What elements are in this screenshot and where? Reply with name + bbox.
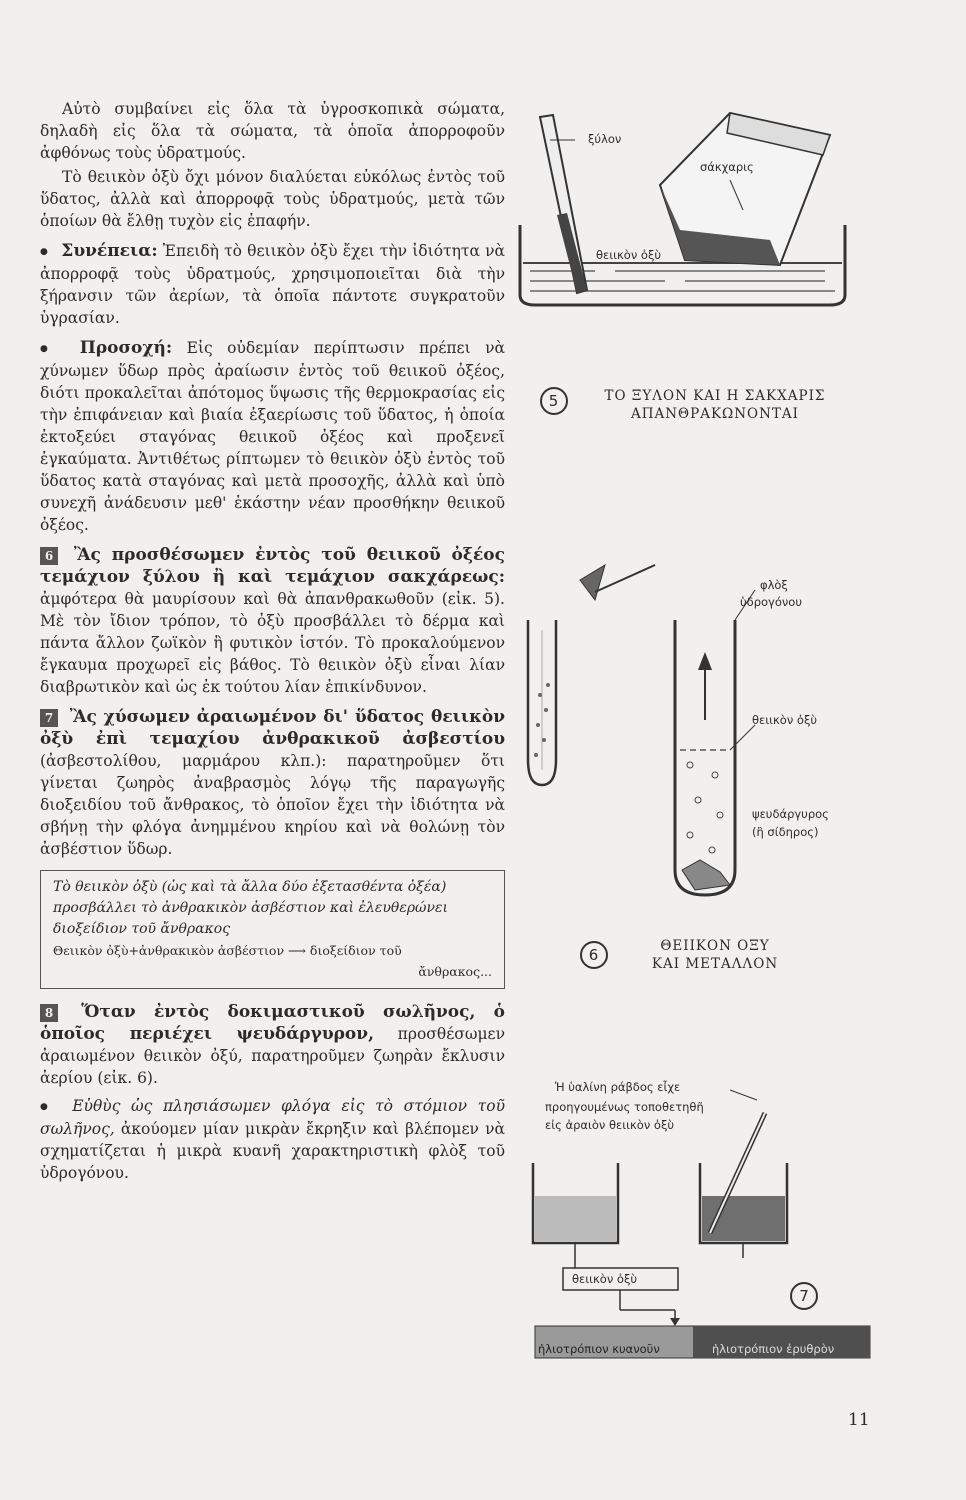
section-7-heading: Ἂς χύσωμεν ἀραιωμένον δι' ὕδατος θειικὸν ὀξὺ ἐπὶ τεμαχίου ἀνθρακικοῦ ἀσβεστίου (40, 707, 506, 749)
flame-text: ἀκούομεν μίαν μικρὰν ἔκρηξιν καὶ βλέπομεν νὰ σχηματίζεται ἡ μικρὰ κυανῆ χαρακτηριστικὴ φλὸξ τοῦ ὑδρογόνου. (40, 1120, 505, 1182)
caution-text: Εἰς οὐδεμίαν περίπτωσιν πρέπει νὰ χύνωμεν ὕδωρ πρὸς ἀραίωσιν ἐντὸς τοῦ θειικοῦ ὀξέος, διότι προκαλεῖται ἀπότομος ὕψωσις τῆς θερμοκρασίας εἰς τὴν ἐπιφάνειαν καὶ βιαία ἐξαερίωσις τοῦ ὕδατος, ἡ ὁποία ἐκτοξεύει σταγόνας θειικοῦ ὀξέος καὶ προξενεῖ ἐγκαύματα. Ἀντιθέτως ρίπτωμεν τὸ θειικὸν ὀξὺ ἐντὸς τοῦ ὕδατος κατὰ σταγόνας καὶ μετὰ προσοχῆς, ἀλλὰ καὶ ὑπὸ συνεχῆ ἀνάδευσιν μεθ' ἑκάστην νέαν προσθήκην θειικοῦ ὀξέος. (40, 339, 505, 534)
litmus-blue-label: ἡλιοτρόπιον κυανοῦν (538, 1342, 660, 1356)
paragraph-hygroscopic: Αὐτὸ συμβαίνει εἰς ὅλα τὰ ὑγροσκοπικὰ σώματα, δηλαδὴ εἰς ὅλα τὰ σώματα, τὰ ὁποῖα ἀπορροφοῦν ἀφθόνως τοὺς ὑδρατμούς. (40, 100, 505, 162)
litmus-red-label: ἡλιοτρόπιον ἐρυθρὸν (712, 1342, 835, 1356)
summary-equation-end: ἄνθρακος... (418, 964, 492, 979)
section-7 (40, 706, 505, 860)
figure-7-number: 7 (790, 1282, 818, 1310)
section-7-number: 7 (40, 709, 58, 727)
section-8-heading: Ὅταν ἐντὸς δοκιμαστικοῦ σωλῆνος, ὁ ὁποῖος περιέχει ψευδάργυρον, (40, 1002, 505, 1044)
figure-5-caption (540, 387, 860, 423)
figure-5-number: 5 (540, 387, 568, 415)
paragraph-flame (40, 1095, 505, 1184)
consequence-heading: Συνέπεια: (61, 241, 158, 261)
section-6-number: 6 (40, 547, 58, 565)
label-flame-2: ὑδρογόνου (740, 595, 802, 609)
caution-heading: Προσοχή: (79, 338, 173, 358)
figure-6-caption (580, 937, 810, 973)
consequence-text: Ἐπειδὴ τὸ θειικὸν ὀξὺ ἔχει τὴν ἰδιότητα νὰ ἀπορροφᾷ τοὺς ὑδρατμούς, χρησιμοποιεῖται διὰ τὴν ξήρανσιν τῶν ἀερίων, τὰ ὁποῖα πάντοτε συγκρατοῦν ὑγρασίαν. (40, 242, 506, 327)
label-zinc-2: (ἢ σίδηρος) (752, 825, 819, 839)
figure-7-drawing (525, 1078, 875, 1368)
fig7-note-3: εἰς ἀραιὸν θειικὸν ὀξὺ (545, 1118, 675, 1132)
paragraph-consequence (40, 240, 505, 329)
figure-5-caption-line2: ΑΠΑΝΘΡΑΚΩΝΟΝΤΑΙ (630, 406, 800, 422)
summary-equation: Θειικὸν ὀξὺ+ἀνθρακικὸν ἀσβέστιον ⟶ διοξείδιον τοῦ (53, 943, 402, 958)
label-zinc-1: ψευδάργυρος (752, 807, 829, 821)
fig7-note-1: Ἡ ὑαλίνη ράβδος εἶχε (555, 1080, 681, 1094)
section-7-text: (ἀσβεστολίθου, μαρμάρου κλπ.): παρατηροῦμεν ὅτι γίνεται ζωηρὸς ἀναβρασμὸς λόγῳ τῆς παραγωγῆς διοξειδίου τοῦ ἄνθρακος, τὸ ὁποῖον ἔχει τὴν ἰδιότητα νὰ σβήνῃ τὴν φλόγα ἀνημμένου κηρίου καὶ νὰ θολώνῃ τὸν ἀσβέστιον ὕδωρ. (40, 752, 505, 858)
paragraph-caution (40, 337, 505, 536)
text-column (40, 98, 505, 1186)
summary-text: Τὸ θειικὸν ὀξὺ (ὡς καὶ τὰ ἄλλα δύο ἐξετασθέντα ὀξέα) προσβάλλει τὸ ἀνθρακικὸν ἀσβέστιον καὶ ἐλευθερώνει διοξείδιον τοῦ ἄνθρακος (53, 879, 448, 937)
section-8-number: 8 (40, 1004, 58, 1022)
label-flame-1: φλὸξ (760, 578, 788, 592)
page-number: 11 (848, 1410, 870, 1430)
section-6-heading: Ἂς προσθέσωμεν ἐντὸς τοῦ θειικοῦ ὀξέος τεμάχιον ξύλου ἢ καὶ τεμάχιον σακχάρεως: (40, 545, 505, 587)
section-6-text: ἀμφότερα θὰ μαυρίσουν καὶ θὰ ἀπανθρακωθοῦν (εἰκ. 5). Μὲ τὸν ἴδιον τρόπον, τὸ ὀξὺ προσβάλλει τὸ δέρμα καὶ πάντα ἄλλον ζωϊκὸν ἢ φυτικὸν ἱστόν. Τὸ προκαλούμενον ἔγκαυμα προχωρεῖ εἰς βάθος. Τὸ θειικὸν ὀξὺ εἶναι λίαν διαβρωτικὸν καὶ ὡς ἐκ τούτου λίαν ἐπικίνδυνον. (40, 590, 505, 696)
section-6 (40, 544, 505, 698)
summary-box (40, 870, 505, 989)
section-8-text: προσθέσωμεν ἀραιωμένον θειικὸν ὀξύ, παρατηροῦμεν ζωηρὰν ἔκλυσιν ἀερίου (εἰκ. 6). (40, 1025, 505, 1087)
label-acid-fig7: θειικὸν ὀξὺ (572, 1272, 638, 1286)
fig7-note-2: προηγουμένως τοποθετηθῆ (545, 1100, 704, 1114)
label-wood: ξύλον (588, 132, 622, 146)
paragraph-dissolves: Τὸ θειικὸν ὀξὺ ὄχι μόνον διαλύεται εὐκόλως ἐντὸς τοῦ ὕδατος, ἀλλὰ καὶ ἀπορροφᾷ τοὺς ὑδρατμούς, μετὰ τῶν ὁποίων θὰ ἔλθῃ τυχὸν εἰς ἐπαφήν. (40, 168, 505, 230)
figure-6-drawing (520, 560, 760, 910)
figure-5-drawing (505, 105, 860, 320)
label-sugar: σάκχαρις (700, 160, 754, 174)
label-acid-fig6: θειικὸν ὀξὺ (752, 713, 818, 727)
figure-6-number: 6 (580, 941, 608, 969)
figure-6-caption-line1: ΘΕΙΙΚΟΝ ΟΞΥ (660, 938, 770, 954)
figure-5-caption-line1: ΤΟ ΞΥΛΟΝ ΚΑΙ Η ΣΑΚΧΑΡΙΣ (604, 388, 826, 404)
section-8 (40, 1001, 505, 1089)
figure-6-caption-line2: ΚΑΙ ΜΕΤΑΛΛΟΝ (651, 956, 779, 972)
flame-emphasis: Εὐθὺς ὡς πλησιάσωμεν φλόγα εἰς τὸ στόμιον τοῦ σωλῆνος, (40, 1097, 505, 1138)
label-acid-fig5: θειικὸν ὀξὺ (596, 248, 662, 262)
